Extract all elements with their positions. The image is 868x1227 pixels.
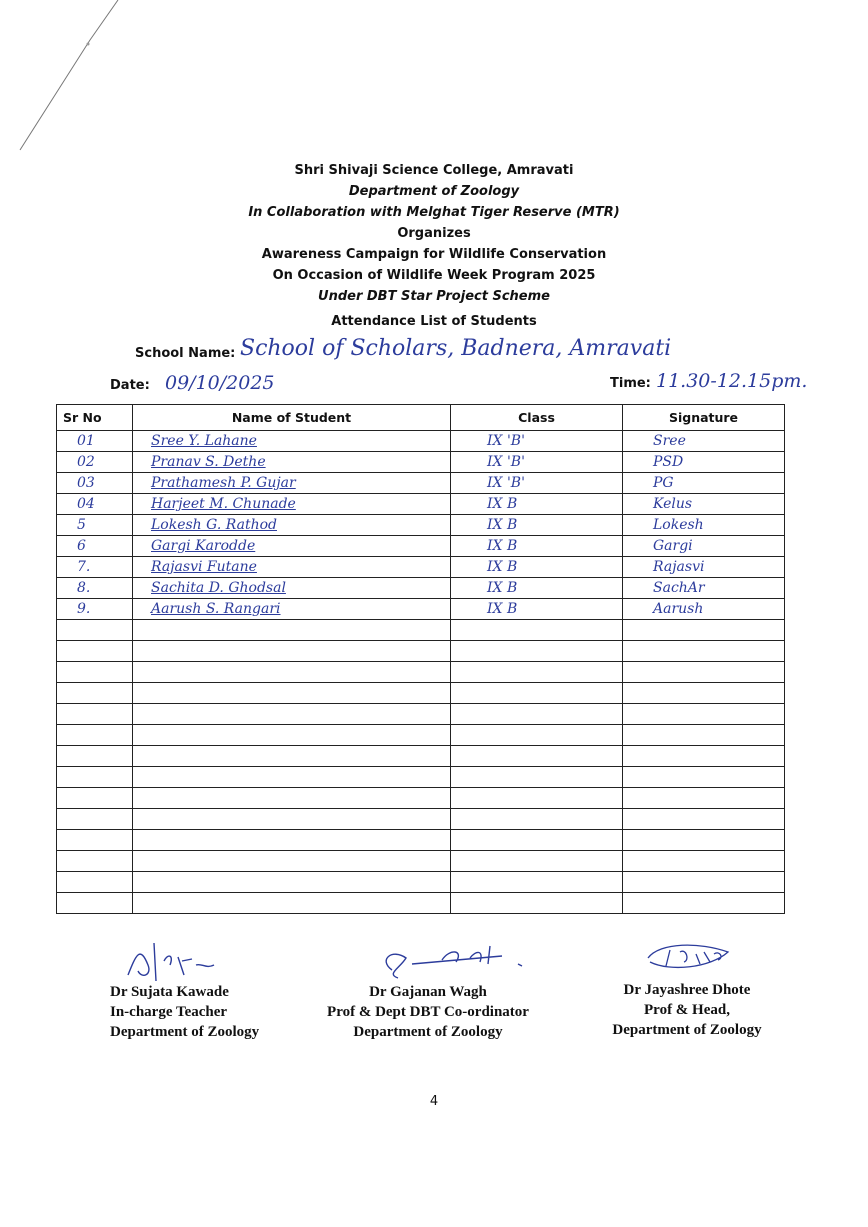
- empty-cell: [133, 725, 451, 746]
- empty-cell: [451, 704, 623, 725]
- empty-cell: [133, 809, 451, 830]
- cell-signature: SachAr: [623, 578, 785, 599]
- signatory-dept: Department of Zoology: [612, 1022, 762, 1038]
- cell-sr: 8.: [57, 578, 133, 599]
- empty-cell: [623, 788, 785, 809]
- cell-name: Pranav S. Dethe: [133, 452, 451, 473]
- table-row: [57, 431, 785, 452]
- cell-name: Sree Y. Lahane: [133, 431, 451, 452]
- cell-signature: Kelus: [623, 494, 785, 515]
- table-row: [57, 536, 785, 557]
- empty-table-row: [57, 872, 785, 893]
- empty-cell: [451, 683, 623, 704]
- signatory-2: [312, 982, 544, 1042]
- cell-name: Lokesh G. Rathod: [133, 515, 451, 536]
- occasion-line: On Occasion of Wildlife Week Program 2025: [272, 268, 596, 283]
- signatory-role: Prof & Dept DBT Co-ordinator: [327, 1004, 529, 1020]
- empty-table-row: [57, 641, 785, 662]
- empty-cell: [451, 809, 623, 830]
- empty-cell: [451, 746, 623, 767]
- empty-cell: [623, 683, 785, 704]
- cell-signature: PSD: [623, 452, 785, 473]
- cell-class: IX B: [451, 578, 623, 599]
- department-name: Department of Zoology: [348, 184, 520, 199]
- cell-sr: 02: [57, 452, 133, 473]
- table-row: [57, 599, 785, 620]
- cell-sr: 7.: [57, 557, 133, 578]
- empty-rows: [57, 620, 785, 914]
- cell-sr: 9.: [57, 599, 133, 620]
- empty-table-row: [57, 620, 785, 641]
- empty-cell: [133, 830, 451, 851]
- school-name-label: School Name:: [135, 346, 236, 361]
- cell-name: Harjeet M. Chunade: [133, 494, 451, 515]
- signature-scribble-1: [118, 935, 228, 987]
- signatory-dept: Department of Zoology: [110, 1024, 260, 1040]
- cell-signature: Rajasvi: [623, 557, 785, 578]
- organizes-line: Organizes: [397, 226, 471, 241]
- header-name: Name of Student: [133, 405, 451, 431]
- empty-cell: [451, 788, 623, 809]
- empty-cell: [57, 620, 133, 641]
- empty-cell: [57, 809, 133, 830]
- school-name-value: School of Scholars, Badnera, Amravati: [240, 336, 672, 361]
- empty-cell: [623, 893, 785, 914]
- empty-cell: [451, 851, 623, 872]
- cell-name: Aarush S. Rangari: [133, 599, 451, 620]
- college-name: Shri Shivaji Science College, Amravati: [294, 163, 574, 178]
- empty-cell: [451, 872, 623, 893]
- empty-cell: [623, 809, 785, 830]
- signatory-3: [600, 980, 774, 1040]
- empty-cell: [57, 641, 133, 662]
- signatory-role: Prof & Head,: [644, 1002, 730, 1018]
- cell-signature: Lokesh: [623, 515, 785, 536]
- campaign-title: Awareness Campaign for Wildlife Conservation: [261, 247, 607, 262]
- empty-table-row: [57, 725, 785, 746]
- empty-cell: [133, 851, 451, 872]
- signature-scribble-3: [640, 938, 740, 978]
- empty-cell: [133, 767, 451, 788]
- empty-cell: [133, 704, 451, 725]
- empty-cell: [623, 662, 785, 683]
- empty-cell: [57, 683, 133, 704]
- empty-table-row: [57, 809, 785, 830]
- empty-cell: [623, 851, 785, 872]
- scheme-line: Under DBT Star Project Scheme: [318, 289, 550, 304]
- document-header: [0, 160, 868, 307]
- scan-fold-line: [0, 0, 140, 160]
- cell-sr: 6: [57, 536, 133, 557]
- empty-cell: [133, 641, 451, 662]
- empty-table-row: [57, 893, 785, 914]
- empty-cell: [133, 683, 451, 704]
- signature-scribble-2: [372, 940, 532, 986]
- empty-table-row: [57, 767, 785, 788]
- table-row: [57, 452, 785, 473]
- signatory-name: Dr Sujata Kawade: [110, 984, 229, 1000]
- empty-table-row: [57, 662, 785, 683]
- empty-cell: [623, 641, 785, 662]
- signatory-name: Dr Jayashree Dhote: [623, 982, 751, 998]
- empty-cell: [623, 725, 785, 746]
- table-row: [57, 557, 785, 578]
- empty-cell: [623, 704, 785, 725]
- empty-cell: [57, 704, 133, 725]
- date-label: Date:: [110, 378, 150, 393]
- empty-cell: [623, 620, 785, 641]
- time-value: 11.30-12.15pm.: [656, 370, 808, 392]
- cell-class: IX 'B': [451, 473, 623, 494]
- cell-class: IX 'B': [451, 431, 623, 452]
- signatory-name: Dr Gajanan Wagh: [369, 984, 487, 1000]
- cell-sr: 01: [57, 431, 133, 452]
- empty-cell: [451, 830, 623, 851]
- empty-cell: [133, 662, 451, 683]
- table-header-row: [57, 405, 785, 431]
- cell-name: Prathamesh P. Gujar: [133, 473, 451, 494]
- empty-table-row: [57, 851, 785, 872]
- cell-sr: 5: [57, 515, 133, 536]
- empty-table-row: [57, 683, 785, 704]
- empty-cell: [451, 620, 623, 641]
- header-signature: Signature: [623, 405, 785, 431]
- cell-signature: Aarush: [623, 599, 785, 620]
- empty-cell: [451, 641, 623, 662]
- empty-cell: [133, 746, 451, 767]
- empty-table-row: [57, 788, 785, 809]
- empty-cell: [623, 767, 785, 788]
- collaboration-line: In Collaboration with Melghat Tiger Reserve (MTR): [248, 205, 620, 220]
- empty-cell: [57, 872, 133, 893]
- empty-cell: [57, 851, 133, 872]
- header-class: Class: [451, 405, 623, 431]
- cell-class: IX B: [451, 599, 623, 620]
- empty-cell: [451, 767, 623, 788]
- empty-table-row: [57, 746, 785, 767]
- empty-table-row: [57, 830, 785, 851]
- empty-cell: [57, 746, 133, 767]
- empty-cell: [133, 788, 451, 809]
- attendance-title: Attendance List of Students: [331, 314, 537, 329]
- cell-name: Sachita D. Ghodsal: [133, 578, 451, 599]
- empty-cell: [133, 893, 451, 914]
- time-label: Time:: [610, 376, 651, 391]
- cell-class: IX 'B': [451, 452, 623, 473]
- cell-signature: Sree: [623, 431, 785, 452]
- cell-sr: 04: [57, 494, 133, 515]
- empty-table-row: [57, 704, 785, 725]
- empty-cell: [623, 746, 785, 767]
- signatory-dept: Department of Zoology: [353, 1024, 503, 1040]
- empty-cell: [57, 788, 133, 809]
- empty-cell: [133, 620, 451, 641]
- cell-name: Rajasvi Futane: [133, 557, 451, 578]
- cell-class: IX B: [451, 557, 623, 578]
- empty-cell: [451, 662, 623, 683]
- empty-cell: [451, 893, 623, 914]
- cell-class: IX B: [451, 515, 623, 536]
- date-value: 09/10/2025: [165, 372, 275, 394]
- table-row: [57, 473, 785, 494]
- cell-class: IX B: [451, 494, 623, 515]
- empty-cell: [623, 872, 785, 893]
- table-row: [57, 515, 785, 536]
- cell-name: Gargi Karodde: [133, 536, 451, 557]
- empty-cell: [57, 725, 133, 746]
- table-row: [57, 578, 785, 599]
- empty-cell: [57, 830, 133, 851]
- table-row: [57, 494, 785, 515]
- signatory-role: In-charge Teacher: [110, 1004, 228, 1020]
- header-sr-no: Sr No: [57, 405, 133, 431]
- cell-sr: 03: [57, 473, 133, 494]
- empty-cell: [57, 893, 133, 914]
- empty-cell: [451, 725, 623, 746]
- page-number: 4: [429, 1094, 439, 1109]
- cell-signature: PG: [623, 473, 785, 494]
- empty-cell: [623, 830, 785, 851]
- cell-signature: Gargi: [623, 536, 785, 557]
- empty-cell: [133, 872, 451, 893]
- signatory-1: [110, 982, 259, 1042]
- empty-cell: [57, 662, 133, 683]
- empty-cell: [57, 767, 133, 788]
- attendance-table: [56, 404, 785, 914]
- cell-class: IX B: [451, 536, 623, 557]
